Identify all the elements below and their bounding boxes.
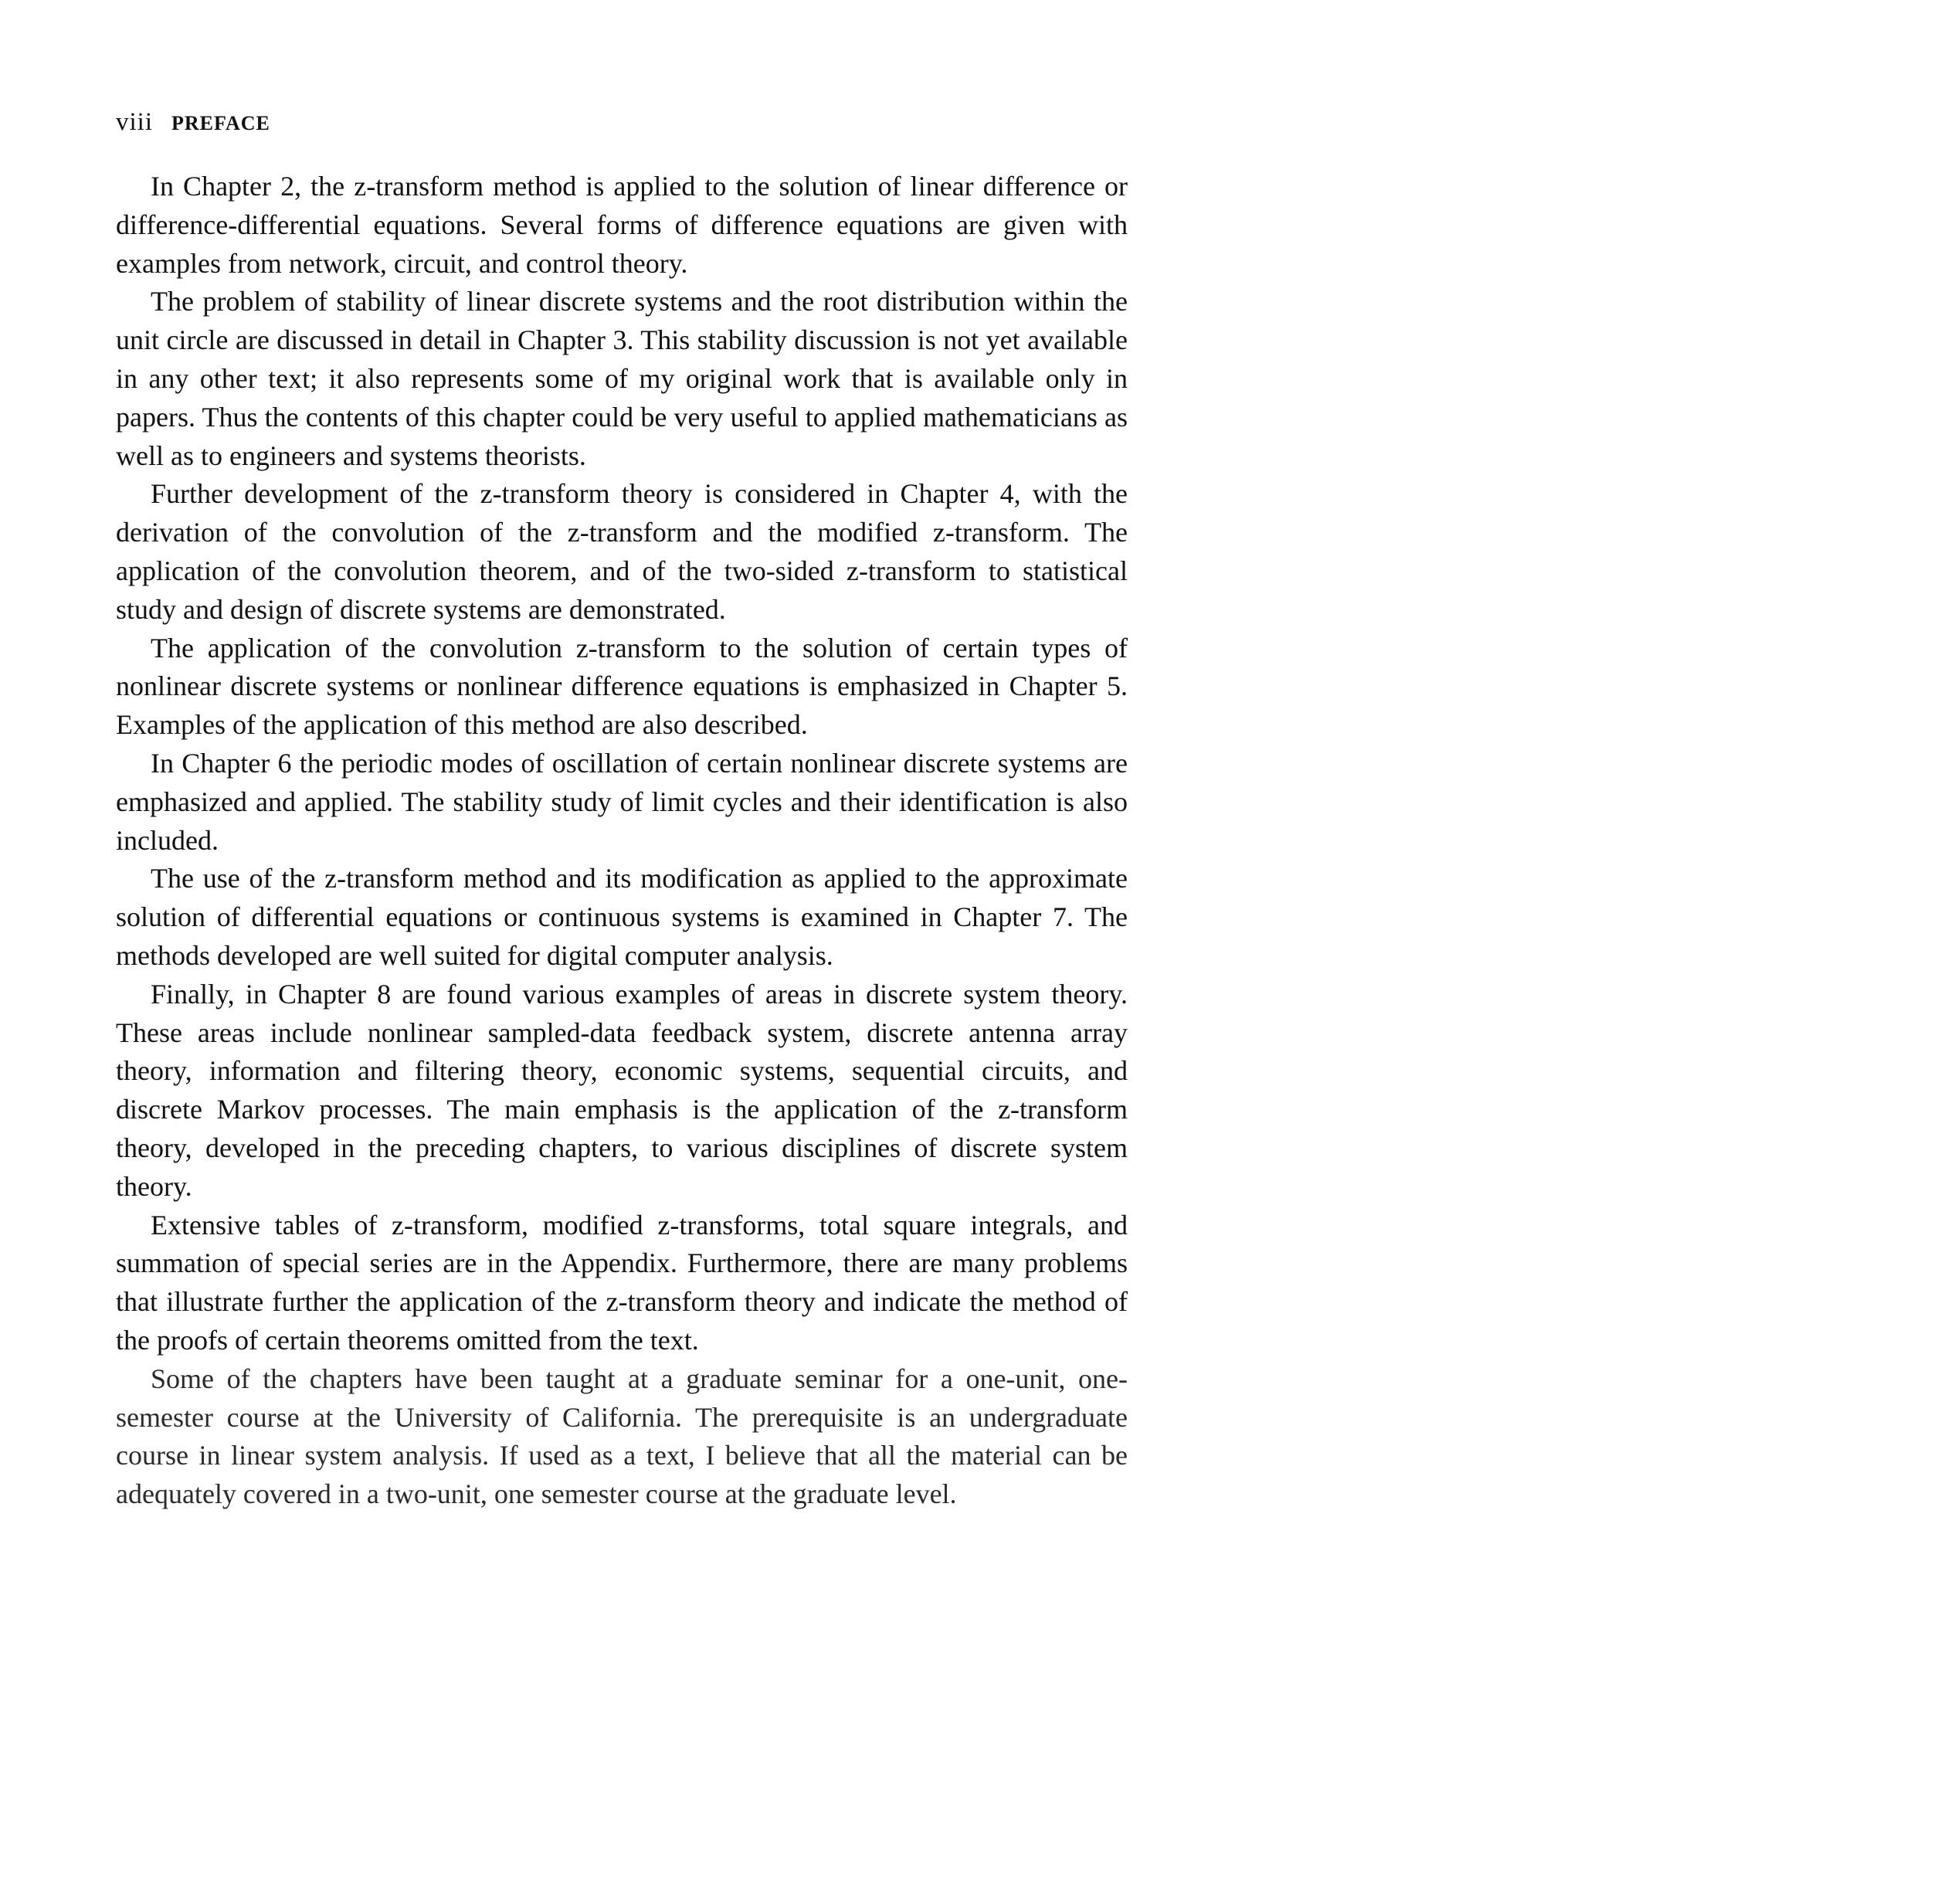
paragraph-chapter-3: The problem of stability of linear discrete systems and the root distribution within the unit circle are discussed in detail in Chapter 3. This stability discussion is not yet available in any other text; it also represents some of my original work that is available only in papers. Thus the contents of this chapter could be very useful to applied mathematicians as well as to engineers and systems theorists. [116, 286, 1128, 471]
running-head [116, 108, 270, 147]
paragraph-course-use: Some of the chapters have been taught at a graduate seminar for a one-unit, one-semester course at the University of California. The prerequisite is an undergraduate course in linear system analysis. If used as a text, I believe that all the material can be adequately covered in a two-unit, one semester course at the graduate level. [116, 1363, 1128, 1510]
paragraph-chapter-4: Further development of the z-transform theory is considered in Chapter 4, with the derivation of the convolution of the z-transform and the modified z-transform. The application of the convolution theorem, and of the two-sided z-transform to statistical study and design of discrete systems are demonstrated. [116, 478, 1128, 625]
paragraph-chapter-7: The use of the z-transform method and its modification as applied to the approximate solution of differential equations or continuous systems is examined in Chapter 7. The methods developed are well suited for digital computer analysis. [116, 863, 1128, 971]
section-title: PREFACE [171, 112, 270, 134]
paragraph-appendix: Extensive tables of z-transform, modified z-transforms, total square integrals, and summation of special series are in the Appendix. Furthermore, there are many problems that illustrate further the application of the z-transform theory and indicate the method of the proofs of certain theorems omitted from the text. [116, 1209, 1128, 1356]
paragraph-chapter-6: In Chapter 6 the periodic modes of oscillation of certain nonlinear discrete systems are emphasized and applied. The stability study of limit cycles and their identification is also included. [116, 747, 1128, 856]
paragraph-chapter-2: In Chapter 2, the z-transform method is applied to the solution of linear difference or difference-differential equations. Several forms of difference equations are given with examples from network, circuit, and control theory. [116, 171, 1128, 279]
book-page [116, 108, 1128, 1838]
page-number: viii [116, 108, 154, 136]
paragraph-chapter-8: Finally, in Chapter 8 are found various examples of areas in discrete system theory. These areas include nonlinear sampled-data feedback system, discrete antenna array theory, information and filtering theory, economic systems, sequential circuits, and discrete Markov processes. The main emphasis is the application of the z-transform theory, developed in the preceding chapters, to various disciplines of discrete system theory. [116, 978, 1128, 1202]
paragraph-chapter-5: The application of the convolution z-transform to the solution of certain types of nonlinear discrete systems or nonlinear difference equations is emphasized in Chapter 5. Examples of the application of this method are also described. [116, 632, 1128, 741]
preface-body [116, 168, 1128, 1514]
